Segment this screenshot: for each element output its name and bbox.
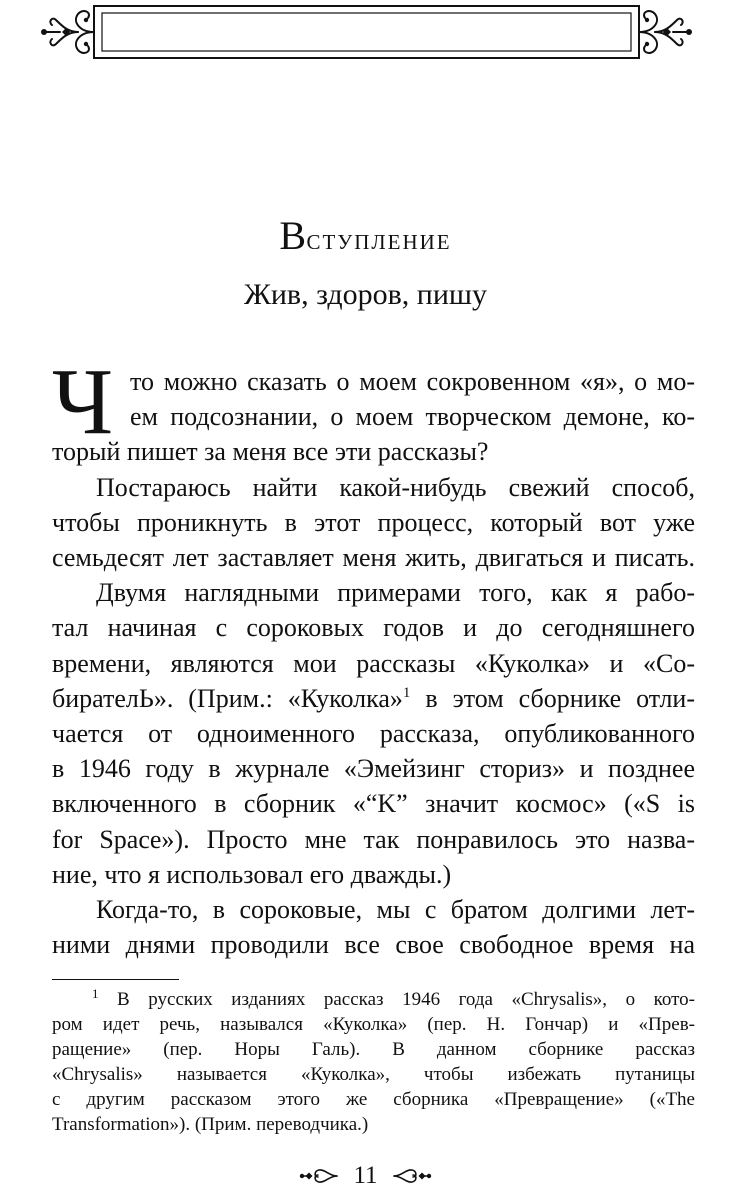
footnote-reference[interactable]: 1 — [402, 684, 411, 701]
text-line: то можно сказать о моем сокровенном «я», о мо- — [130, 367, 695, 396]
text-line: включенного в сборник «“K” значит космос» («S is — [52, 789, 695, 819]
footnote-line: «Chrysalis» называется «Куколка», чтобы избежать путаницы — [52, 1064, 695, 1085]
header-ornament — [0, 0, 731, 70]
footnote-line: ращение» (пер. Норы Галь). В данном сборнике рассказ — [52, 1039, 695, 1060]
footnote-line: Transformation»). (Прим. переводчика.) — [52, 1114, 369, 1135]
paragraph-3 — [52, 575, 695, 892]
footnote-line — [52, 987, 695, 1012]
paragraph-1 — [52, 350, 695, 470]
folio-ornament-right-icon — [392, 1164, 432, 1188]
text-line: Когда-то, в сороковые, мы с братом долгими лет- — [96, 895, 695, 925]
text-line: Двумя наглядными примерами того, как я рабо- — [96, 578, 695, 608]
footnote-line: с другим рассказом этого же сборника «Превращение» («The — [52, 1089, 695, 1110]
footnote-line: ром идет речь, назывался «Куколка» (пер. Н. Гончар) и «Прев- — [52, 1014, 695, 1035]
text-line: торый пишет за меня все эти рассказы? — [52, 437, 489, 467]
footnote — [52, 987, 695, 1137]
footnote-marker: 1 — [92, 986, 99, 1001]
paragraph-2 — [52, 470, 695, 576]
chapter-title-rest: СТУПЛЕНИЕ — [306, 230, 452, 254]
page-number: 11 — [353, 1162, 378, 1189]
folio-ornament-left-icon — [299, 1164, 339, 1188]
text-line: for Space»). Просто мне так понравилось это назва- — [52, 824, 695, 854]
text-run: бирателЬ». (Прим.: «Куколка» — [52, 683, 403, 713]
chapter-title-initial: В — [279, 213, 307, 258]
text-line: чтобы проникнуть в этот процесс, который вот уже — [52, 507, 695, 537]
footnote-rule — [52, 979, 179, 980]
text-line: ем подсознании, о моем творческом демоне, ко- — [130, 402, 695, 432]
body-text — [52, 350, 695, 962]
text-line: чается от одноименного рассказа, опубликованного — [52, 719, 695, 749]
text-line: времени, являются мои рассказы «Куколка» и «Со- — [52, 648, 695, 678]
text-line: тал начиная с сороковых годов и до сегодняшнего — [52, 613, 695, 643]
folio — [0, 1158, 731, 1194]
paragraph-4 — [52, 892, 695, 962]
drop-cap: Ч — [52, 350, 114, 454]
text-line: ними днями проводили все свое свободное время на — [52, 930, 695, 960]
text-line: Постараюсь найти какой-нибудь свежий способ, — [96, 472, 695, 502]
text-line: семьдесят лет заставляет меня жить, двигаться и писать. — [52, 543, 695, 573]
text-line: ние, что я использовал его дважды.) — [52, 859, 452, 889]
text-run: в этом сборнике отли- — [410, 683, 695, 713]
chapter-subtitle: Жив, здоров, пишу — [243, 278, 488, 311]
chapter-title — [0, 212, 731, 266]
text-run: В русских изданиях рассказ 1946 года «Chrysalis», о кото- — [117, 989, 696, 1010]
text-line — [52, 681, 695, 716]
text-line: в 1946 году в журнале «Эмейзинг сториз» и позднее — [52, 754, 695, 784]
